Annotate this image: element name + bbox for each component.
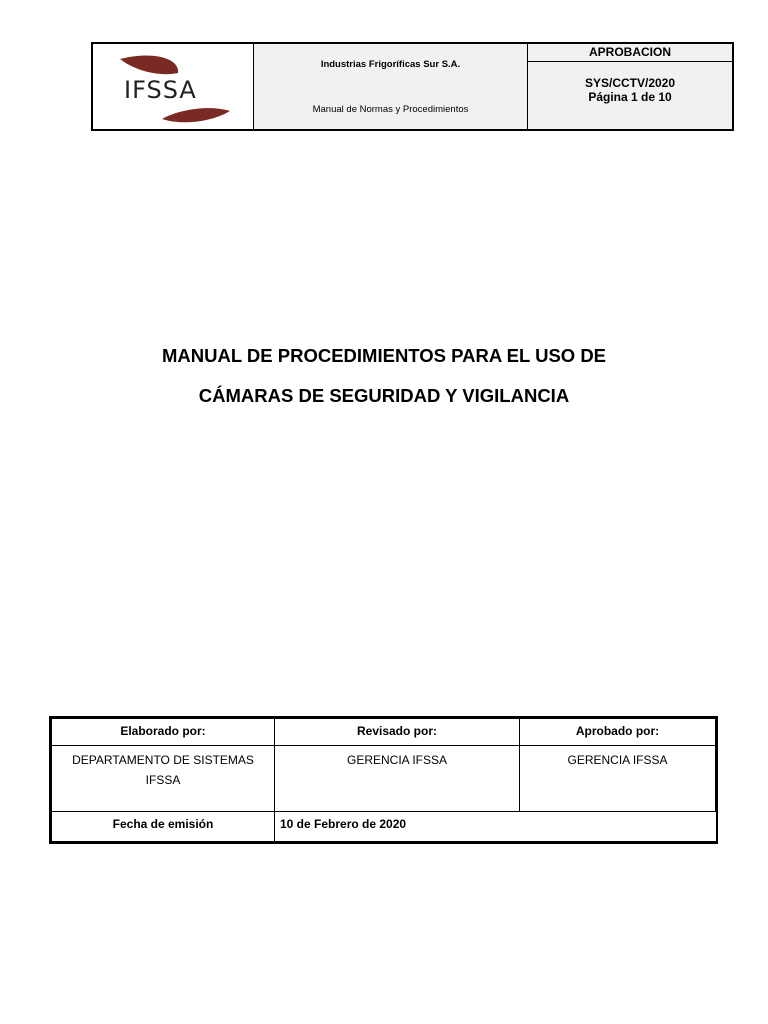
logo-cell	[93, 44, 253, 129]
logo-text: IFSSA	[124, 75, 197, 104]
manual-name: Manual de Normas y Procedimientos	[312, 104, 469, 115]
company-name: Industrias Frigoríficas Sur S.A.	[320, 59, 461, 70]
document-title-line-2: CÁMARAS DE SEGURIDAD Y VIGILANCIA	[198, 385, 570, 406]
page-number: Página 1 de 10	[588, 90, 672, 104]
doc-code: SYS/CCTV/2020	[584, 76, 676, 90]
table-row	[52, 746, 716, 812]
approved-by: GERENCIA IFSSA	[520, 746, 716, 812]
document-title-line-1: MANUAL DE PROCEDIMIENTOS PARA EL USO DE	[161, 345, 607, 366]
approval-label: APROBACION	[528, 44, 732, 62]
issue-date-label: Fecha de emisión	[52, 812, 275, 842]
document-header	[91, 42, 734, 131]
elaborated-by-line-2: IFSSA	[145, 773, 181, 787]
header-approval-cell	[527, 44, 732, 129]
header-approved: Aprobado por:	[520, 719, 716, 746]
elaborated-by-line-1: DEPARTAMENTO DE SISTEMAS	[72, 753, 254, 767]
signatures-table	[49, 716, 718, 844]
header-elaborated: Elaborado por:	[52, 719, 275, 746]
company-logo	[110, 51, 236, 123]
table-row	[52, 812, 716, 842]
header-revised: Revisado por:	[275, 719, 520, 746]
revised-by: GERENCIA IFSSA	[275, 746, 520, 812]
elaborated-by	[52, 746, 275, 812]
doc-code-block	[528, 62, 732, 129]
header-title-cell	[253, 44, 527, 129]
table-row	[52, 719, 716, 746]
issue-date-value: 10 de Febrero de 2020	[275, 812, 716, 842]
